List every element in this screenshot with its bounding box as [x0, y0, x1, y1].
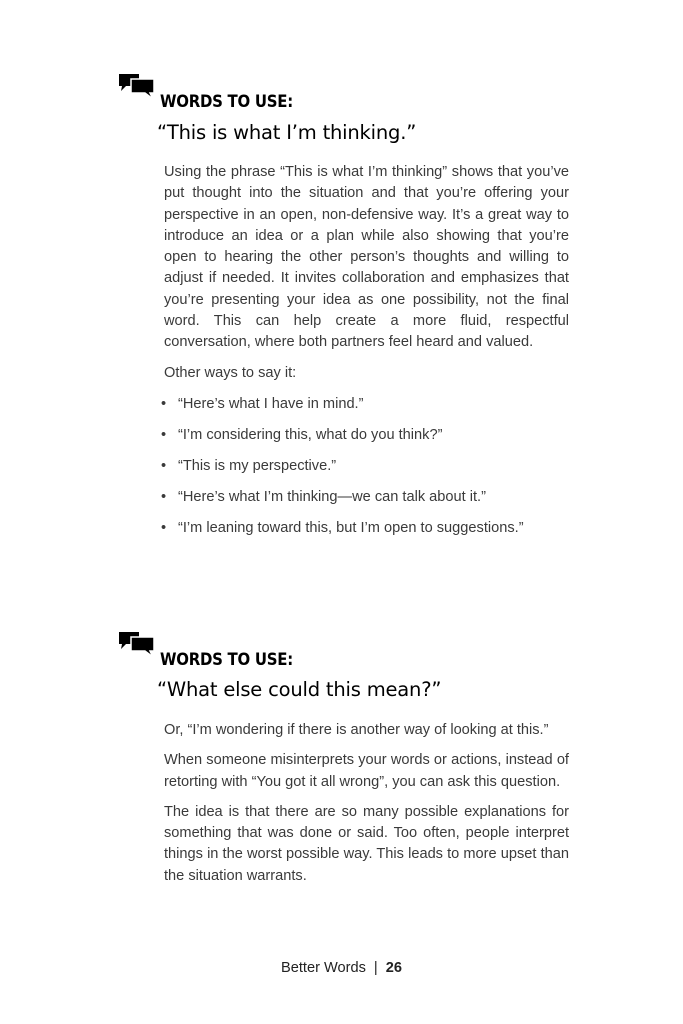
phrase-heading: “What else could this mean?”: [157, 678, 442, 701]
section-body: [161, 162, 569, 549]
alternatives-list: [161, 394, 569, 549]
words-to-use-label: WORDS TO USE:: [160, 92, 293, 112]
section-body: [164, 720, 569, 896]
paragraph: Using the phrase “This is what I’m thinking” shows that you’ve put thought into the situation and that you’re offering your perspective in an open, non-defensive way. It’s a great way to introduce an idea or a plan while also showing that you’re open to hearing the other person’s thoughts and willing to adjust if needed. It invites collaboration and emphasizes that you’re presenting your idea as one possibility, not the final word. This can help create a more fluid, respectful conversation, where both partners feel heard and valued.: [164, 164, 569, 351]
speech-bubbles-icon: [117, 72, 157, 100]
list-item-text: “I’m considering this, what do you think?”: [178, 426, 443, 443]
bullet-icon: •: [161, 488, 167, 505]
footer-separator: |: [373, 960, 378, 976]
bullet-icon: •: [161, 457, 167, 474]
paragraph: Or, “I’m wondering if there is another way of looking at this.”: [164, 722, 549, 738]
paragraph: Other ways to say it:: [164, 364, 297, 381]
bullet-icon: •: [161, 426, 167, 443]
page-footer: [0, 960, 683, 976]
paragraph: When someone misinterprets your words or actions, instead of retorting with “You got it all wrong”, you can ask this question.: [164, 752, 569, 790]
list-item-text: “Here’s what I’m thinking—we can talk about it.”: [178, 488, 486, 505]
list-item: [161, 425, 569, 456]
book-title: Better Words: [281, 960, 366, 976]
list-item-text: “Here’s what I have in mind.”: [178, 395, 364, 412]
words-to-use-label: WORDS TO USE:: [160, 650, 293, 670]
list-item: [161, 518, 569, 549]
list-item-text: “This is my perspective.”: [178, 457, 337, 474]
paragraph: The idea is that there are so many possible explanations for something that was done or said. Too often, people interpret things in the worst possible way. This leads to more upset than the situation warrants.: [164, 803, 569, 884]
page-number: 26: [385, 960, 402, 976]
list-item: [161, 487, 569, 518]
bullet-icon: •: [161, 395, 167, 412]
list-item: [161, 456, 569, 487]
speech-bubbles-icon: [117, 630, 157, 658]
phrase-heading: “This is what I’m thinking.”: [157, 121, 417, 144]
list-item: [161, 394, 569, 425]
bullet-icon: •: [161, 519, 167, 536]
list-item-text: “I’m leaning toward this, but I’m open to suggestions.”: [178, 519, 524, 536]
